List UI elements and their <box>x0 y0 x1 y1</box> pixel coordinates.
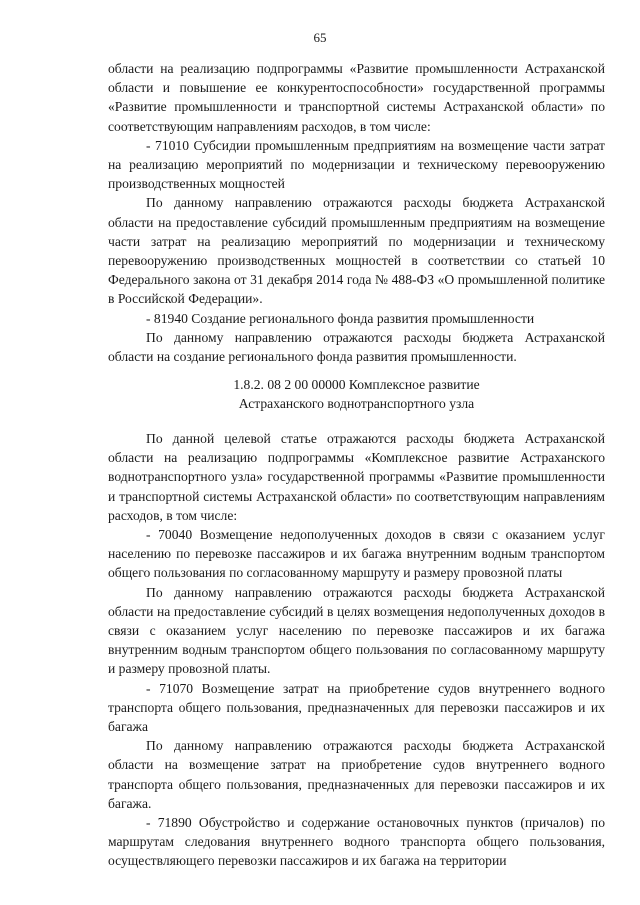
section-heading <box>108 375 605 413</box>
paragraph: - 81940 Создание регионального фонда развития промышленности <box>146 310 535 326</box>
text-block-upper <box>108 59 605 366</box>
section-heading-line: 1.8.2. 08 2 00 00000 Комплексное развитие <box>233 377 480 392</box>
paragraph: - 71010 Субсидии промышленным предприятиям на возмещение части затрат на реализацию мероприятий по модернизации и техническому перевооружению производственных мощностей <box>108 137 605 192</box>
section-heading-line: Астраханского воднотранспортного узла <box>238 396 475 412</box>
paragraph: По данному направлению отражаются расходы бюджета Астраханской области на возмещение затрат на приобретение судов внутреннего водного транспорта общего пользования, предназначенных для перевозки пассажиров и их багажа. <box>108 738 605 811</box>
paragraph: По данной целевой статье отражаются расходы бюджета Астраханской области на реализацию подпрограммы «Комплексное развитие Астраханского воднотранспортного узла» государственной программы «Развитие промышленности и транспортной системы Астраханской области» по соответствующим направлениям расходов, в том числе: <box>108 431 605 523</box>
paragraph: - 70040 Возмещение недополученных доходов в связи с оказанием услуг населению по перевозке пассажиров и их багажа внутренним водным транспортом общего пользования по согласованному маршруту и размеру провозной платы <box>108 527 605 581</box>
paragraph: - 71070 Возмещение затрат на приобретение судов внутреннего водного транспорта общего пользования, предназначенных для перевозки пассажиров и их багажа <box>108 680 605 735</box>
paragraph: области на реализацию подпрограммы «Развитие промышленности Астраханской области и повышение ее конкурентоспособности» государственной программы «Развитие промышленности и транспортной системы Астраханской области» по соответствующим направлениям расходов, в том числе: <box>108 61 605 134</box>
paragraph: - 71890 Обустройство и содержание остановочных пунктов (причалов) по маршрутам следования внутреннего водного транспорта общего пользования, осуществляющего перевозки пассажиров и их багажа на территории <box>108 815 605 869</box>
paragraph: По данному направлению отражаются расходы бюджета Астраханской области на предоставление субсидий промышленным предприятиям на возмещение части затрат на реализацию мероприятий по модернизации и техническому перевооружению производственных мощностей в соответствии со статьей 10 Федерального закона от 31 декабря 2014 года № 488-ФЗ «О промышленной политике в Российской Федерации». <box>108 195 605 307</box>
text-block-lower <box>108 429 605 871</box>
paragraph: По данному направлению отражаются расходы бюджета Астраханской области на предоставление субсидий в целях возмещения недополученных доходов в связи с оказанием услуг населению по перевозке пассажиров и их багажа внутренним водным транспортом общего пользования по согласованному маршруту и размеру провозной платы. <box>108 584 605 677</box>
paragraph: По данному направлению отражаются расходы бюджета Астраханской области на создание регионального фонда развития промышленности. <box>108 329 605 365</box>
page-number: 65 <box>313 30 327 45</box>
